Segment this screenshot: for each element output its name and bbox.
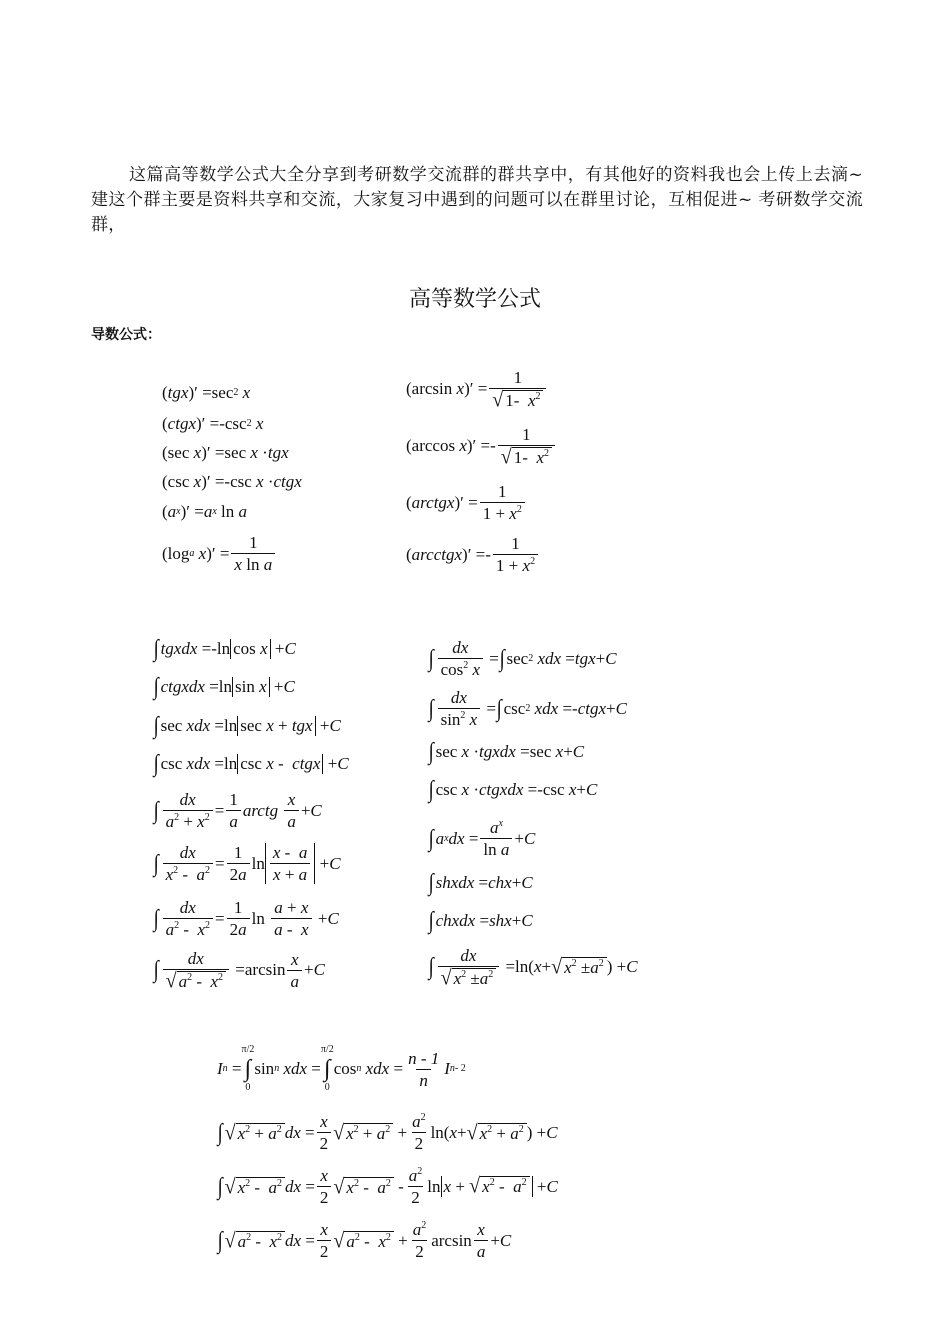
formula-integral-csc-ctg: ∫ csc x · ctgxdx =- csc x + C [428, 777, 598, 803]
formula-integral-log-xa: ∫ $\frac{dx}{x^2 - a^2}$ = $\frac{1}{2a}$ ln $\frac{x - a}{x + a}$ + C [153, 843, 341, 884]
formula-derivative-exp: ( a x )′ = a x ln a [162, 502, 248, 521]
formula-integral-sec-tg: ∫ sec x · tgxdx = sec x + C [428, 739, 585, 765]
intro-paragraph: 这篇高等数学公式大全分享到考研数学交流群的群共享中，有其他好的资料我也会上传上去滴~建这个群主要是资料共享和交流，大家复习中遇到的问题可以在群里讨论，互相促进~ 考研数学交流群， [91, 165, 863, 235]
formula-derivative-arctg: ( arctgx )′ = $\frac{1}{1 + x^2}$ [406, 482, 527, 523]
formula-derivative-ctg: ( ctgx )′ =- csc 2 x [162, 414, 264, 433]
formula-integral-log-ax: ∫ $\frac{dx}{a^2 - x^2}$ = $\frac{1}{2a}$ ln $\frac{a + x}{a - x}$ + C [153, 898, 339, 939]
formula-derivative-csc: ( csc x )′ =- csc x · ctgx [162, 472, 302, 491]
formula-integral-sec2: ∫ $\frac{dx}{\cos^2 x}$ = ∫ sec 2 xdx = tgx + C [428, 638, 617, 679]
formula-integral-sqrt-x2-minus-a2: ∫ √ $x^2 - a^2$ dx = $\frac{x}{2}$ √ $x^2 - a^2$ - $\frac{a^2}{2}$ ln x + √ $x^2 - a^2$ + C [217, 1166, 558, 1207]
formula-integral-tg: ∫ tgxdx =- ln cos x + C [153, 636, 296, 662]
formula-derivative-sec: ( sec x )′ = sec x · tgx [162, 443, 289, 462]
formula-integral-sqrt-x2-plus-a2: ∫ √ $x^2 + a^2$ dx = $\frac{x}{2}$ √ $x^2 + a^2$ + $\frac{a^2}{2}$ ln ( x + √ $x^2 + a^2$ ) + C [217, 1112, 558, 1153]
formula-derivative-arcsin: ( arcsin x )′ = 1 √ 1- $x^2$ [406, 368, 548, 410]
formula-integral-csc2: ∫ $\frac{dx}{\sin^2 x}$ = ∫ csc 2 xdx =- ctgx + C [428, 688, 627, 729]
formula-integral-sec: ∫ sec xdx = ln sec x + tgx + C [153, 713, 341, 739]
formula-integral-sqrt-a2-minus-x2: ∫ √ $a^2 - x^2$ dx = $\frac{x}{2}$ √ $a^2 - x^2$ + $\frac{a^2}{2}$ arcsin $\frac{x}{a}$ + C [217, 1220, 512, 1261]
formula-integral-csc: ∫ csc xdx = ln csc x - ctgx + C [153, 751, 349, 777]
formula-derivative-arcctg: ( arcctgx )′ =- $\frac{1}{1 + x^2}$ [406, 534, 540, 575]
section-heading-derivatives: 导数公式： [91, 327, 161, 343]
formula-integral-ctg: ∫ ctgxdx = ln sin x + C [153, 674, 295, 700]
page-title: 高等数学公式 [408, 287, 541, 312]
formula-integral-arctg: ∫ $\frac{dx}{a^2 + x^2}$ = $\frac{1}{a}$ arctg $\frac{x}{a}$ + C [153, 790, 322, 831]
formula-integral-arcsin: ∫ dx √ $a^2 - x^2$ = arcsin $\frac{x}{a}$ + C [153, 949, 325, 993]
formula-integral-sh: ∫ shxdx = chx + C [428, 870, 533, 896]
formula-derivative-log: ( log a x )′ = $\frac{1}{\text{x ln a}}$ [162, 533, 277, 574]
formula-integral-exp: ∫ a x dx = $\frac{a^x}{\text{ln a}}$ + C [428, 818, 536, 859]
formula-wallis: I n = π/2 ∫ 0 sin n xdx = π/2 ∫ 0 cos n xdx = $\frac{n - 1}{n}$ I n- 2 [217, 1044, 466, 1093]
formula-integral-ln-sqrt: ∫ dx √ $x^2 \pm a^2$ = ln ( x + √ $x^2 \pm a^2$ ) + C [428, 946, 638, 990]
formula-derivative-tg: ( tgx )′ = sec 2 x [162, 383, 251, 402]
formula-integral-ch: ∫ chxdx = shx + C [428, 908, 533, 934]
formula-derivative-arccos: ( arccos x )′ =- 1 √ 1- $x^2$ [406, 425, 557, 467]
